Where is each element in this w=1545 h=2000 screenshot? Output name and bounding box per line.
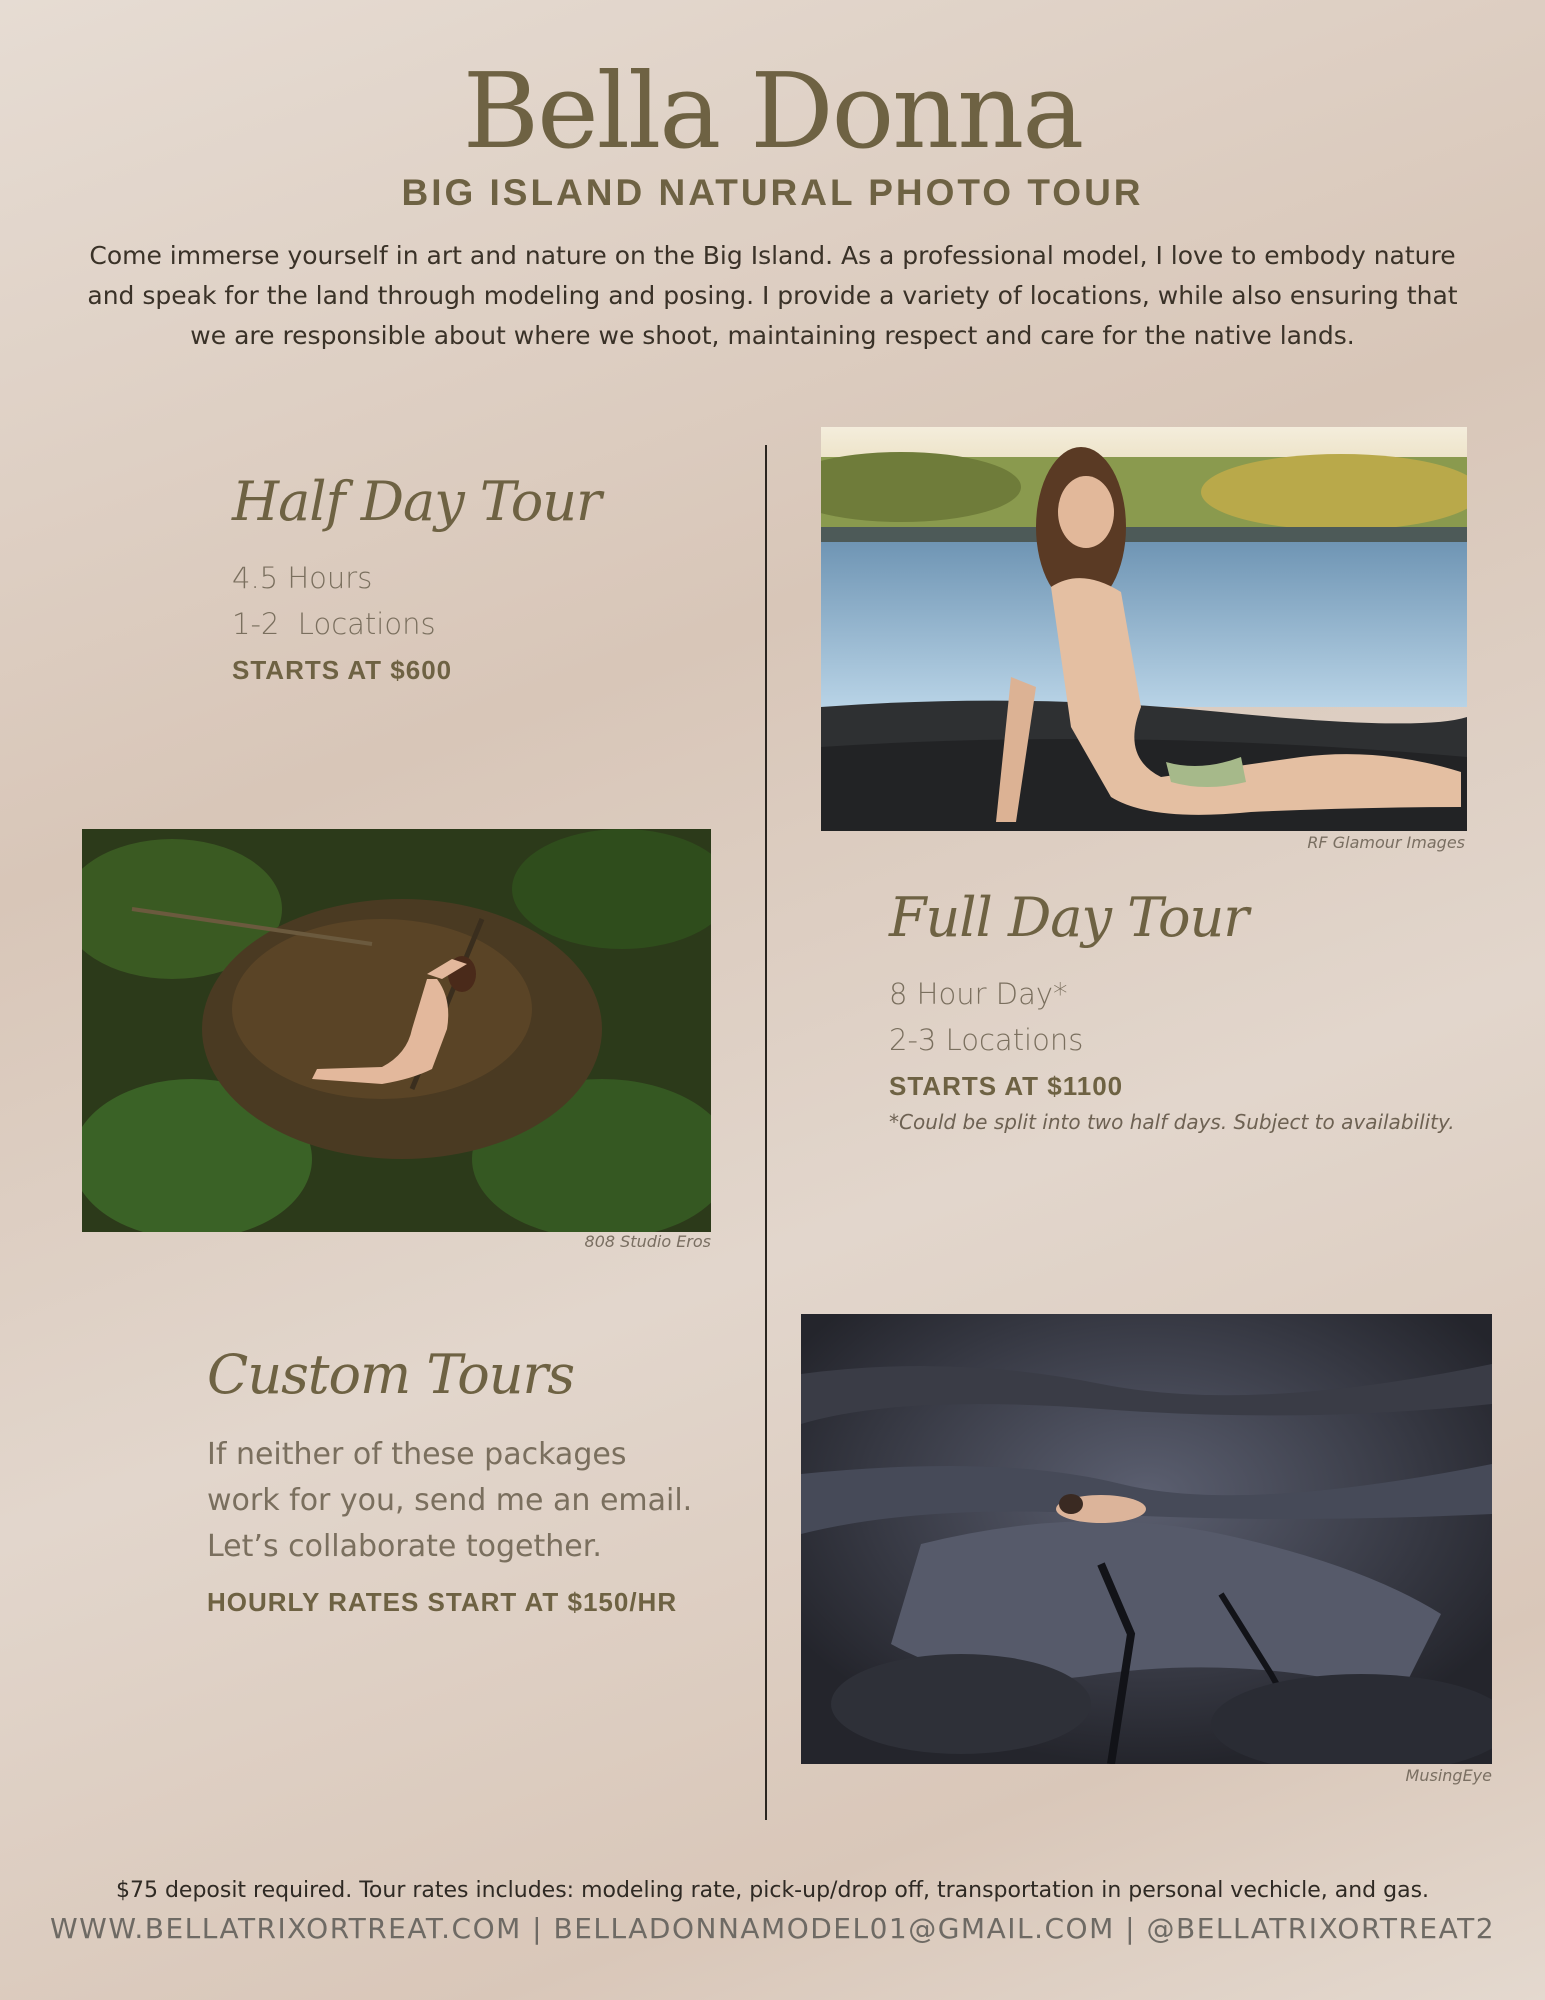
column-divider [765, 445, 767, 1820]
half-day-section [232, 470, 732, 686]
full-day-duration: 8 Hour Day* [889, 977, 1068, 1011]
full-day-locations: 2-3 Locations [889, 1023, 1084, 1057]
lava-photo [801, 1314, 1492, 1764]
full-day-note: *Could be split into two half days. Subject to availability. [889, 1110, 1455, 1134]
half-day-locations: 1-2 Locations [232, 607, 436, 641]
page-title: Bella Donna [462, 50, 1083, 172]
custom-heading: Custom Tours [207, 1343, 575, 1406]
full-day-price: STARTS AT $1100 [889, 1071, 1124, 1101]
contact-line: WWW.BELLATRIXORTREAT.COM | BELLADONNAMODEL01@GMAIL.COM | @BELLATRIXORTREAT2 [49, 1912, 1496, 1945]
forest-photo [82, 829, 711, 1232]
forest-photo-credit: 808 Studio Eros [584, 1232, 711, 1251]
lava-photo-credit: MusingEye [1405, 1766, 1492, 1785]
half-day-heading: Half Day Tour [232, 470, 601, 533]
half-day-duration: 4.5 Hours [232, 561, 373, 595]
half-day-price: STARTS AT $600 [232, 655, 453, 685]
custom-section [207, 1343, 707, 1622]
custom-body: If neither of these packages work for you, send me an email. Let’s collaborate together. [207, 1437, 693, 1564]
beach-photo-credit: RF Glamour Images [1307, 833, 1465, 852]
full-day-heading: Full Day Tour [889, 886, 1249, 949]
intro-paragraph: Come immerse yourself in art and nature on the Big Island. As a professional model, I love to embody nature and speak for the land through modeling and posing. I provide a variety of locations, while also ensuring that we are responsible about where we shoot, maintaining respect and care for the native lands. [87, 241, 1458, 350]
full-day-section [889, 886, 1529, 1134]
custom-price: HOURLY RATES START AT $150/HR [207, 1587, 678, 1617]
deposit-note: $75 deposit required. Tour rates includes: modeling rate, pick-up/drop off, transportation in personal vechicle, and gas. [115, 1878, 1430, 1903]
beach-photo [821, 427, 1467, 831]
page-subtitle: BIG ISLAND NATURAL PHOTO TOUR [401, 172, 1144, 213]
